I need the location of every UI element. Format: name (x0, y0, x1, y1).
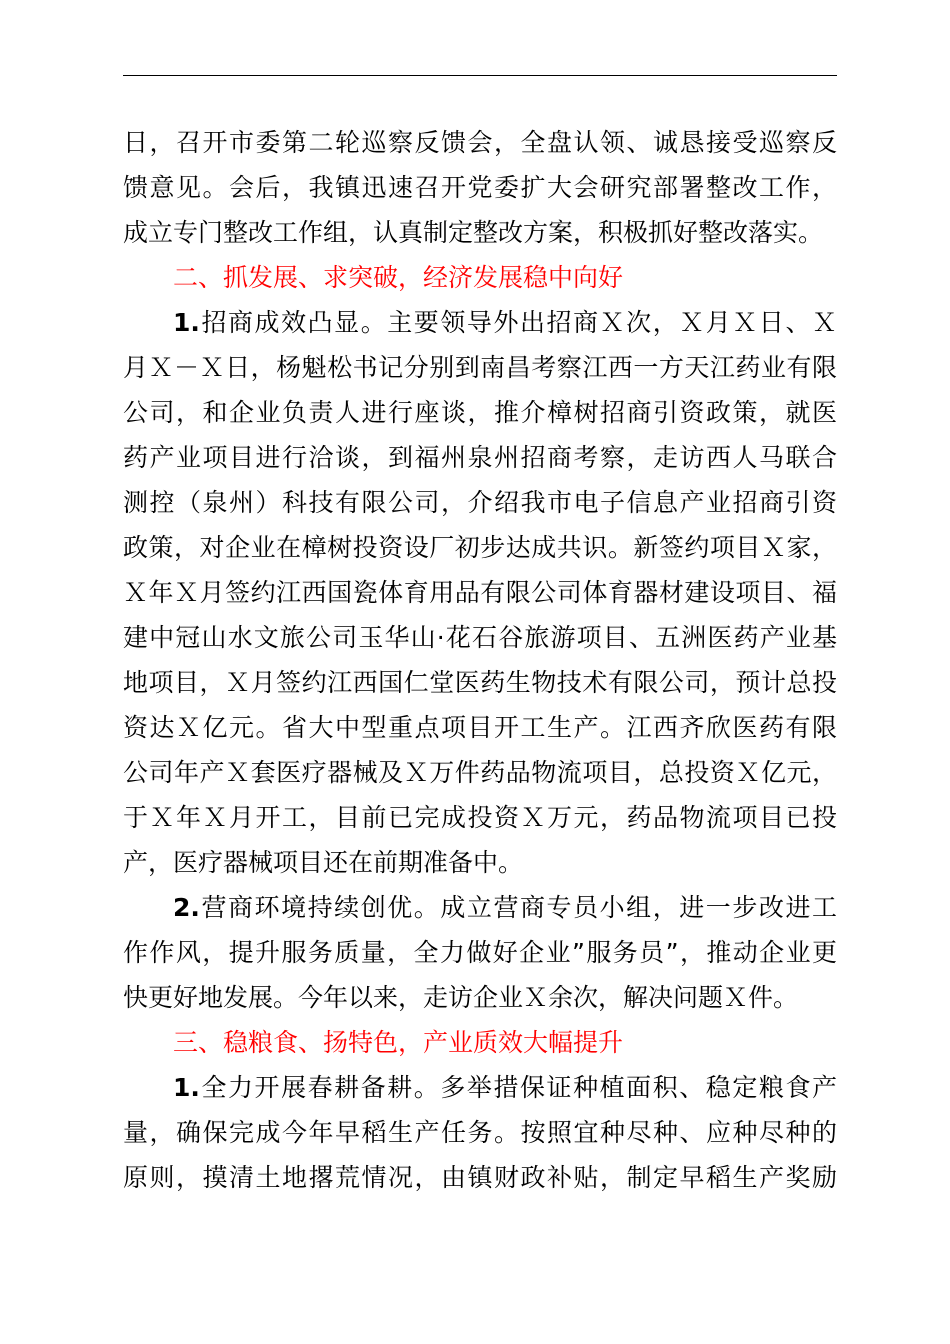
text-line: 馈意见。会后，我镇迅速召开党委扩大会研究部署整改工作， (123, 173, 837, 202)
text-line: 快更好地发展。今年以来，走访企业Ｘ余次，解决问题Ｘ件。 (123, 983, 799, 1012)
text-line: 公司，和企业负责人进行座谈，推介樟树招商引资政策，就医 (123, 398, 837, 427)
text-line (173, 1065, 837, 1110)
item-number: 1. (173, 1073, 200, 1102)
text-segment: 全力开展春耕备耕。多举措保证种植面积、稳定粮食产 (199, 1073, 837, 1102)
section-heading: 二、抓发展、求突破，经济发展稳中向好 (173, 263, 624, 292)
text-line (173, 885, 837, 930)
text-line: 于Ｘ年Ｘ月开工，目前已完成投资Ｘ万元，药品物流项目已投 (123, 803, 837, 832)
item-number: 2. (173, 893, 200, 922)
text-line: 原则，摸清土地撂荒情况，由镇财政补贴，制定早稻生产奖励 (123, 1163, 837, 1192)
text-line: 成立专门整改工作组，认真制定整改方案，积极抓好整改落实。 (123, 218, 824, 247)
text-line: 量，确保完成今年早稻生产任务。按照宜种尽种、应种尽种的 (123, 1118, 837, 1147)
text-segment: 招商成效凸显。主要领导外出招商Ｘ次，Ｘ月Ｘ日、Ｘ (199, 308, 837, 337)
item-number: 1. (173, 308, 200, 337)
text-line: 药产业项目进行洽谈，到福州泉州招商考察，走访西人马联合 (123, 443, 837, 472)
text-line: 地项目，Ｘ月签约江西国仁堂医药生物技术有限公司，预计总投 (123, 668, 837, 697)
header-rule (123, 75, 837, 76)
text-line: 作作风，提升服务质量，全力做好企业”服务员”，推动企业更 (123, 938, 837, 967)
text-line (173, 300, 837, 345)
text-line: 月Ｘ－Ｘ日，杨魁松书记分别到南昌考察江西一方天江药业有限 (123, 353, 837, 382)
section-heading: 三、稳粮食、扬特色，产业质效大幅提升 (173, 1028, 624, 1057)
text-line: 公司年产Ｘ套医疗器械及Ｘ万件药品物流项目，总投资Ｘ亿元， (123, 758, 837, 787)
text-segment: 营商环境持续创优。成立营商专员小组，进一步改进工 (199, 893, 837, 922)
text-line: 政策，对企业在樟树投资设厂初步达成共识。新签约项目Ｘ家， (123, 533, 837, 562)
text-line: 日，召开市委第二轮巡察反馈会，全盘认领、诚恳接受巡察反 (123, 128, 837, 157)
text-line: Ｘ年Ｘ月签约江西国瓷体育用品有限公司体育器材建设项目、福 (123, 578, 837, 607)
text-line: 产，医疗器械项目还在前期准备中。 (123, 848, 524, 877)
text-line: 测控（泉州）科技有限公司，介绍我市电子信息产业招商引资 (123, 488, 837, 517)
text-line: 建中冠山水文旅公司玉华山·花石谷旅游项目、五洲医药产业基 (123, 623, 837, 652)
text-line: 资达Ｘ亿元。省大中型重点项目开工生产。江西齐欣医药有限 (123, 713, 837, 742)
